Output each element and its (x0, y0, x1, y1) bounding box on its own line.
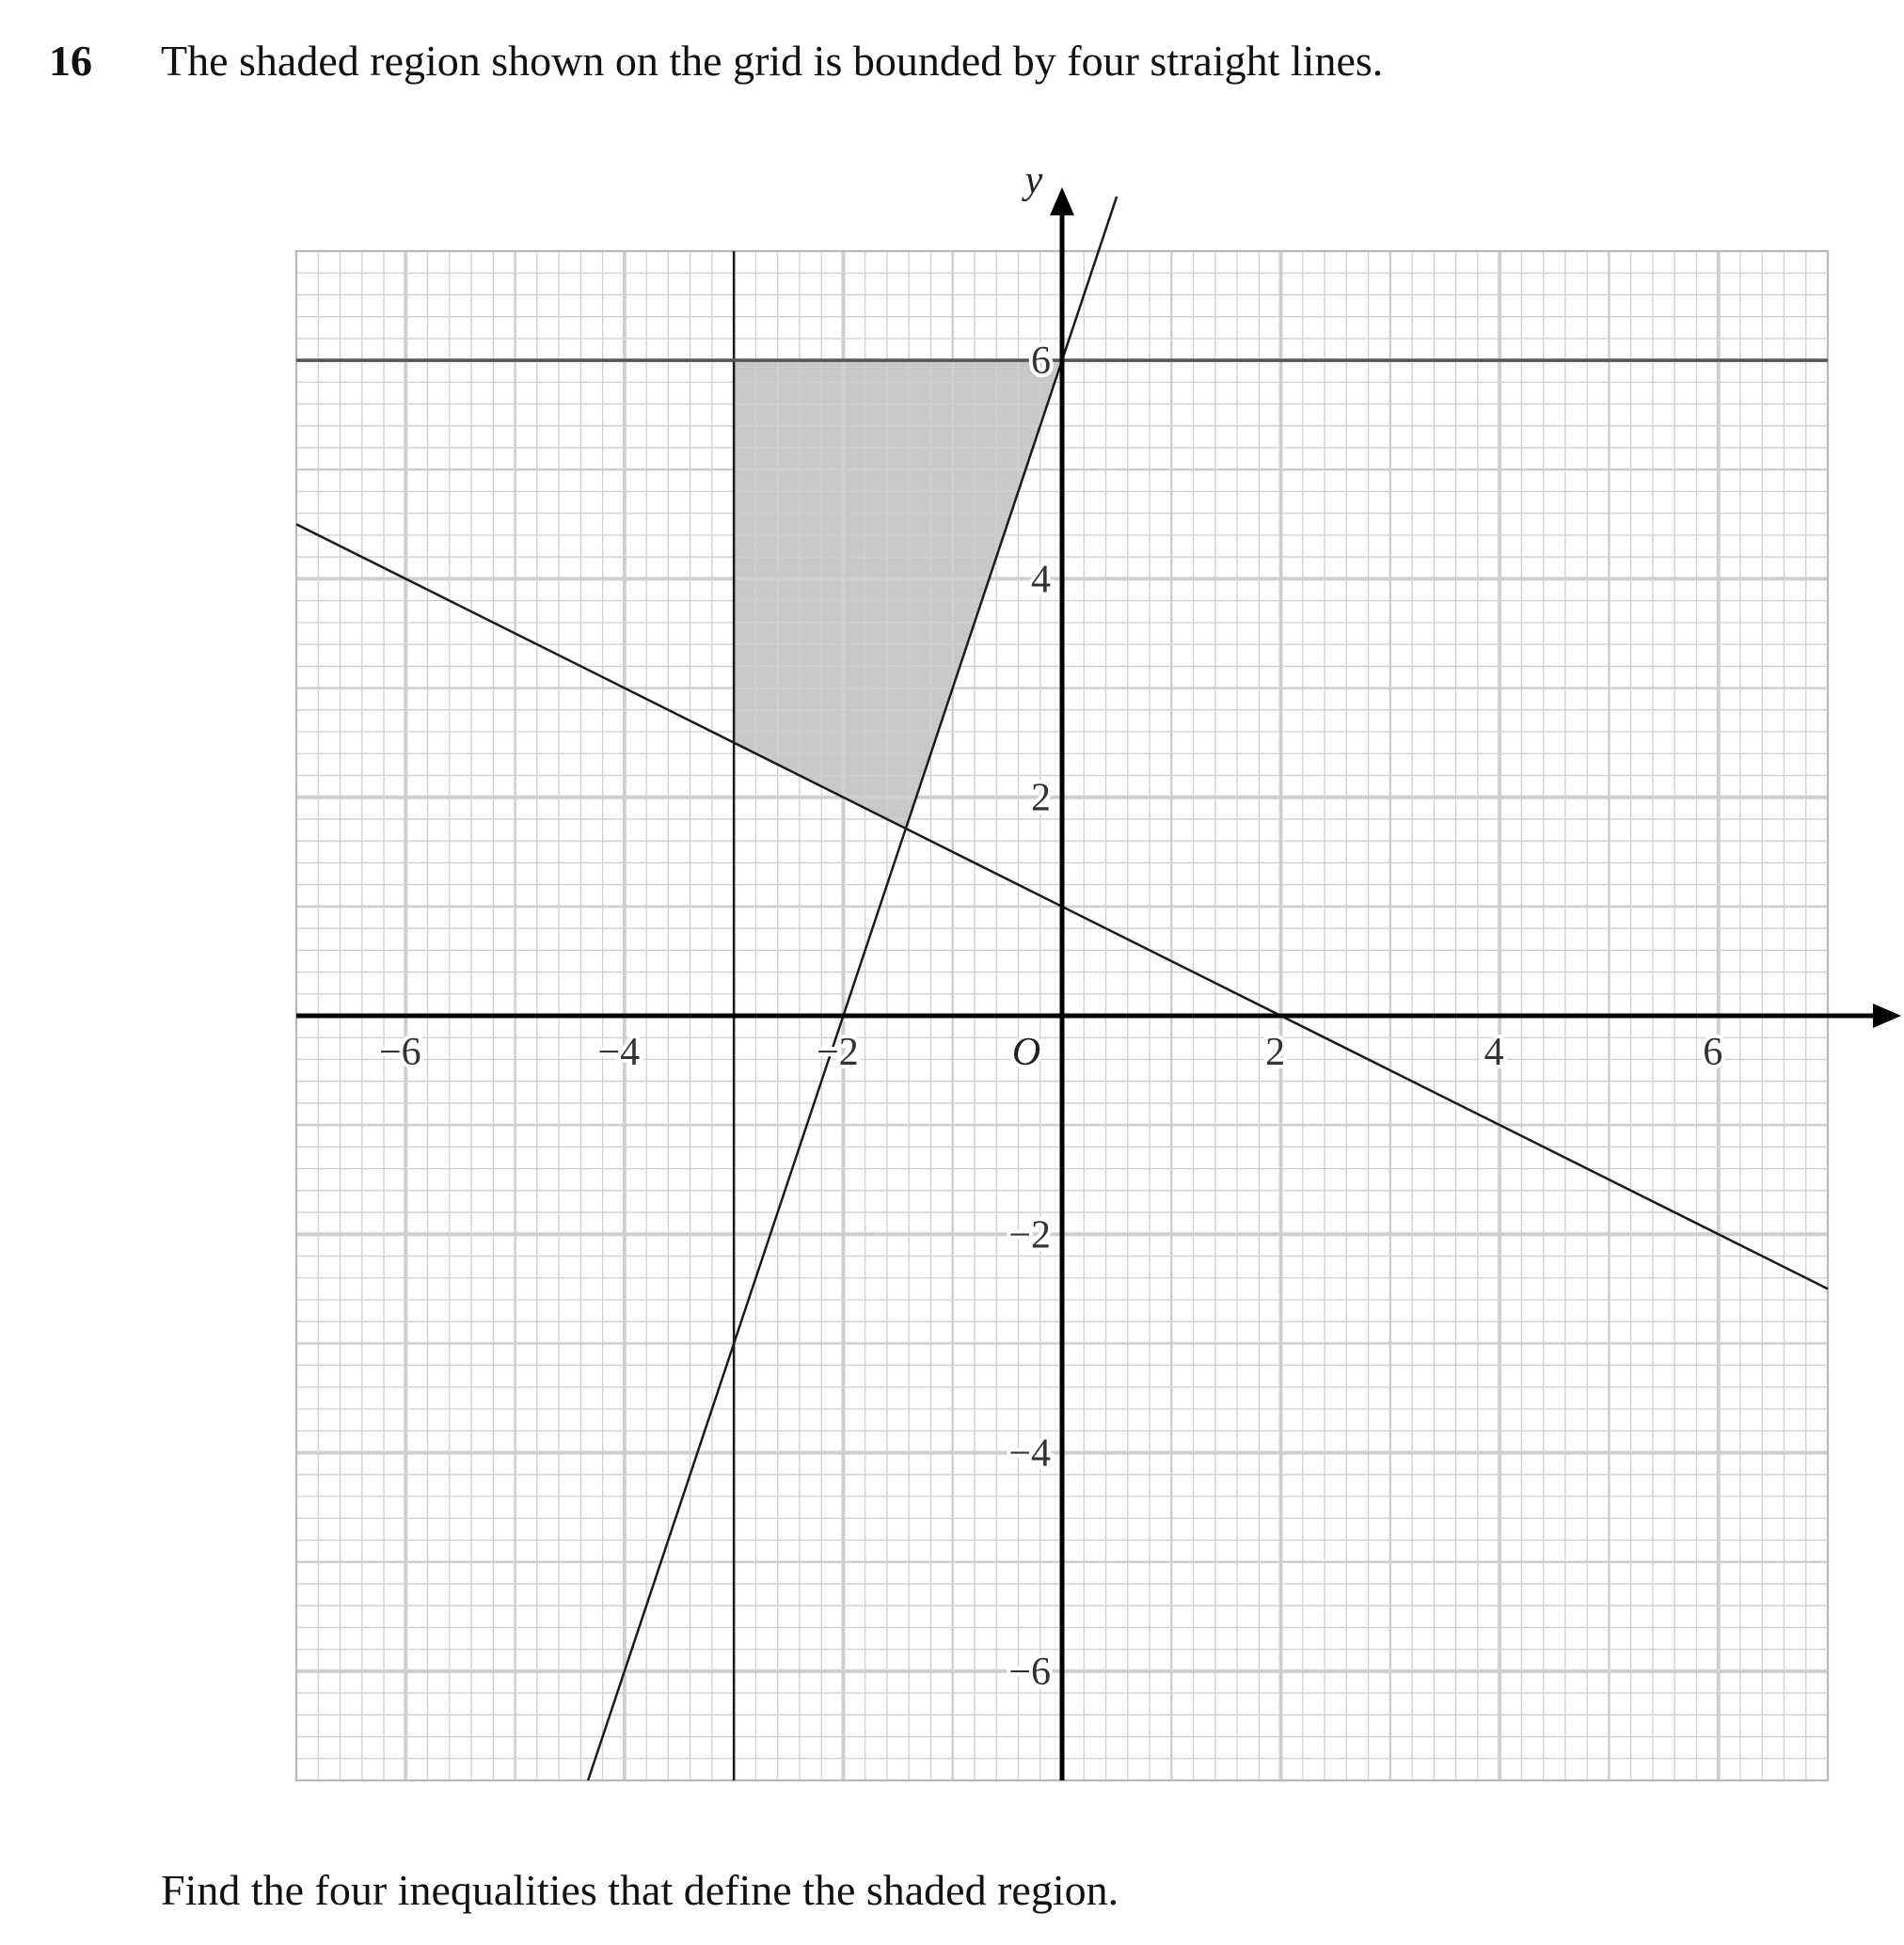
question-number: 16 (49, 37, 92, 85)
question-text: The shaded region shown on the grid is bounded by four straight lines. (161, 37, 1384, 85)
origin-label: O (1011, 1031, 1041, 1074)
x-tick-label: −4 (597, 1031, 641, 1074)
y-tick-label: −2 (1008, 1213, 1051, 1257)
y-tick-label: 2 (1031, 776, 1051, 820)
y-tick-label: 4 (1031, 558, 1051, 602)
x-tick-label: 4 (1484, 1031, 1504, 1074)
y-tick-label: −4 (1008, 1431, 1051, 1476)
question-instruction: Find the four inequalities that define the shaded region. (161, 1866, 1119, 1914)
y-tick-label: 6 (1031, 340, 1051, 384)
x-axis-arrow-icon (1873, 1004, 1901, 1028)
y-axis-label: y (1024, 159, 1043, 202)
x-tick-label: 2 (1265, 1031, 1286, 1074)
y-axis-arrow-icon (1050, 187, 1074, 215)
x-tick-label: −6 (378, 1031, 421, 1074)
x-tick-label: −2 (817, 1031, 859, 1074)
y-tick-label: −6 (1008, 1650, 1051, 1694)
x-tick-label: 6 (1703, 1031, 1723, 1074)
shaded-region (734, 360, 1062, 829)
